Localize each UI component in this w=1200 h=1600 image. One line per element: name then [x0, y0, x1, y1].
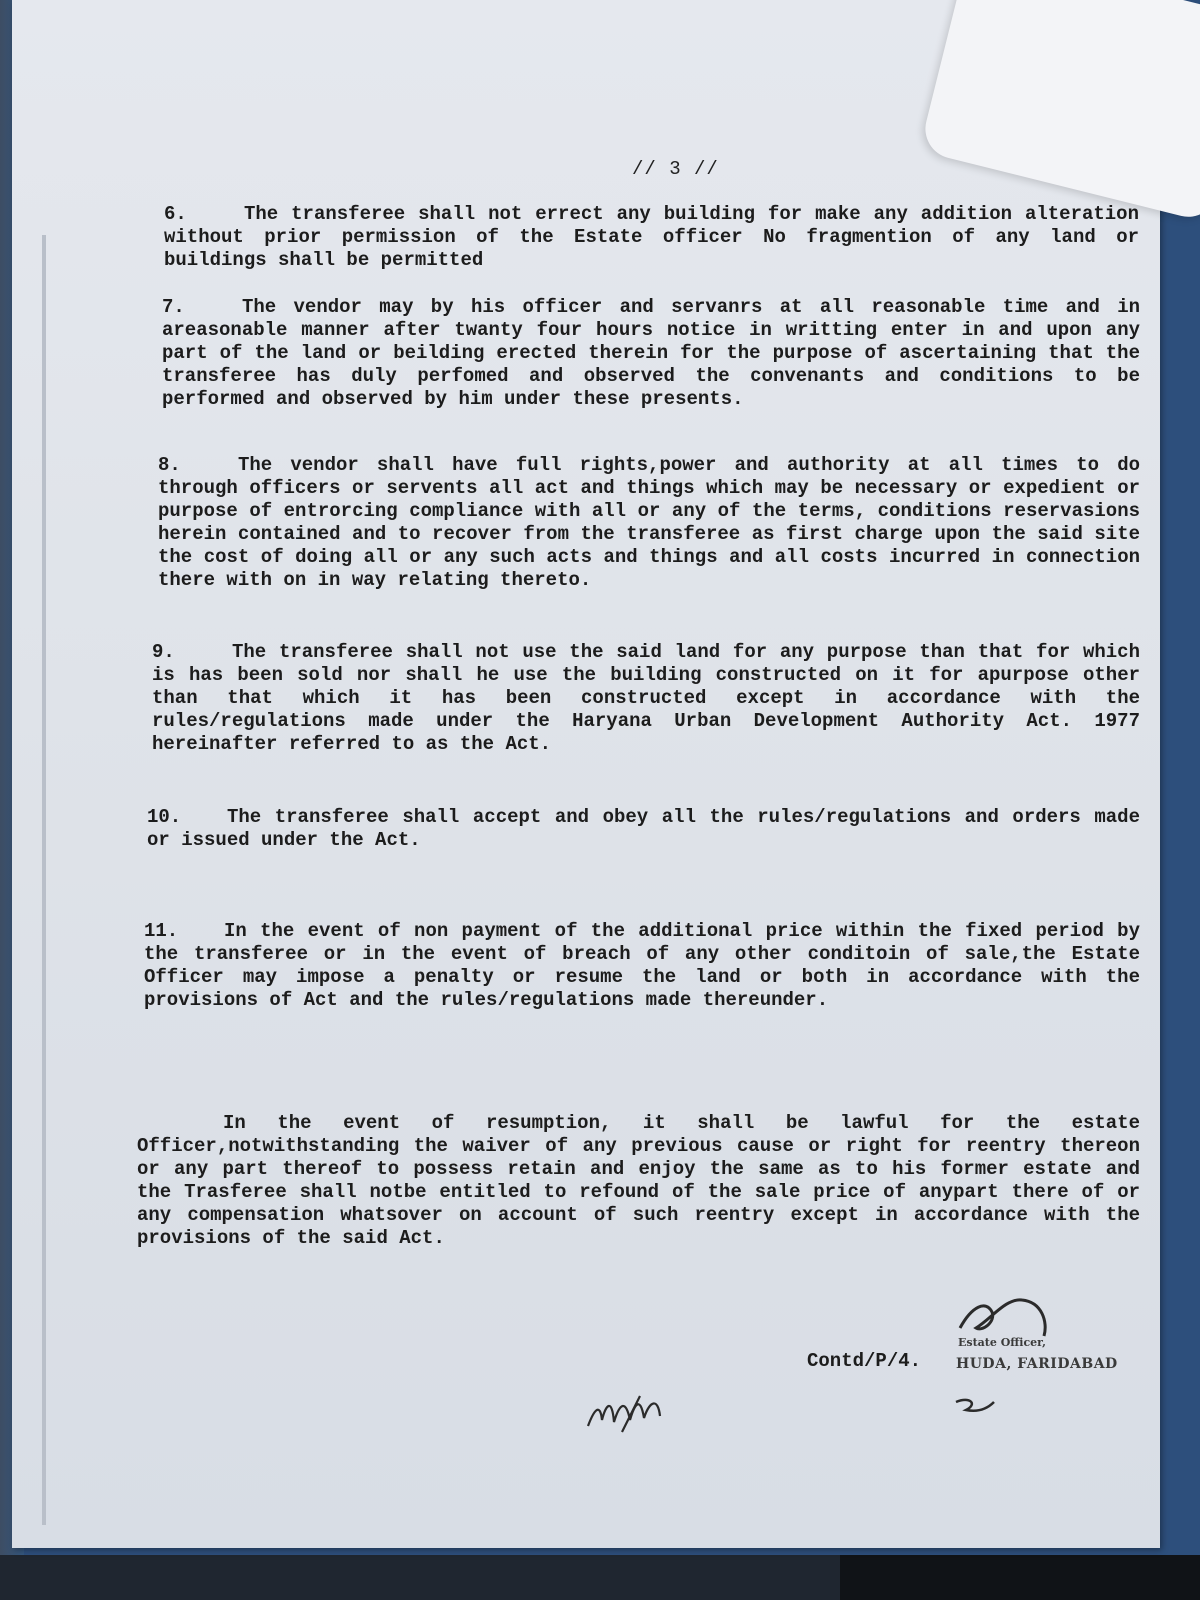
clause-text: The transferee shall not errect any building for make any addition alteration without prior permission of the Estate officer No fragmention of any land or buildings shall be permitted: [164, 203, 1139, 271]
desk-edge: [0, 1555, 1200, 1600]
clause-9: [152, 641, 1140, 756]
continued-note: Contd/P/4.: [807, 1350, 922, 1372]
stamp-line-1: Estate Officer,: [958, 1336, 1047, 1349]
clause-number: 11.: [144, 920, 179, 942]
document-page: [12, 0, 1160, 1548]
margin-line: [42, 235, 46, 1525]
clause-number: 7.: [162, 296, 185, 318]
clause-text: The vendor shall have full rights,power and authority at all times to do through officers or servents all act and things which may be necessary or expedient or purpose of entrorcing compliance with all or any of the terms, conditions reservasions herein contained and to recover from the transferee as first charge upon the said site the cost of doing all or any such acts and things and all costs incurred in connection there with on in way relating thereto.: [158, 454, 1140, 591]
clause-8: [158, 454, 1140, 592]
clause-7: [162, 296, 1140, 411]
clause-11: [144, 920, 1140, 1012]
clause-6: [164, 203, 1139, 272]
resumption-paragraph: In the event of resumption, it shall be lawful for the estate Officer,notwithstanding the waiver of any previous cause or right for reentry thereon or any part thereof to possess retain and enjoy the same as to his former estate and the Trasferee shall notbe entitled to refound of the sale price of anypart there of or any compensation whatsover on account of such reentry except in accordance with the provisions of the said Act.: [137, 1112, 1140, 1249]
dark-object: [840, 1555, 1200, 1600]
clause-number: 9.: [152, 641, 175, 663]
clause-number: 8.: [158, 454, 181, 476]
clause-text: The transferee shall not use the said land for any purpose than that for which is has been sold nor shall he use the building constructed on it for apurpose other than that which it has been constructed except in accordance with the rules/regulations made under the Haryana Urban Development Authority Act. 1977 hereinafter referred to as the Act.: [152, 641, 1140, 755]
clause-text: The transferee shall accept and obey all the rules/regulations and orders made or issued under the Act.: [147, 806, 1140, 851]
initials-mark: [952, 1392, 1002, 1420]
stamp-line-2: HUDA, FARIDABAD: [956, 1356, 1118, 1372]
clause-10: [147, 806, 1140, 852]
signature-transferee: [582, 1390, 682, 1438]
clause-text: In the event of non payment of the additional price within the fixed period by the transferee or in the event of breach of any other conditoin of sale,the Estate Officer may impose a penalty or resume the land or both in accordance with the provisions of Act and the rules/regulations made thereunder.: [144, 920, 1140, 1011]
clause-text: The vendor may by his officer and servanrs at all reasonable time and in areasonable manner after twanty four hours notice in writting enter in and upon any part of the land or beilding erected therein for the purpose of ascertaining that the transferee has duly perfomed and observed the convenants and conditions to be performed and observed by him under these presents.: [162, 296, 1140, 410]
clause-number: 6.: [164, 203, 187, 225]
page-number: // 3 //: [632, 158, 719, 180]
clause-number: 10.: [147, 806, 182, 828]
